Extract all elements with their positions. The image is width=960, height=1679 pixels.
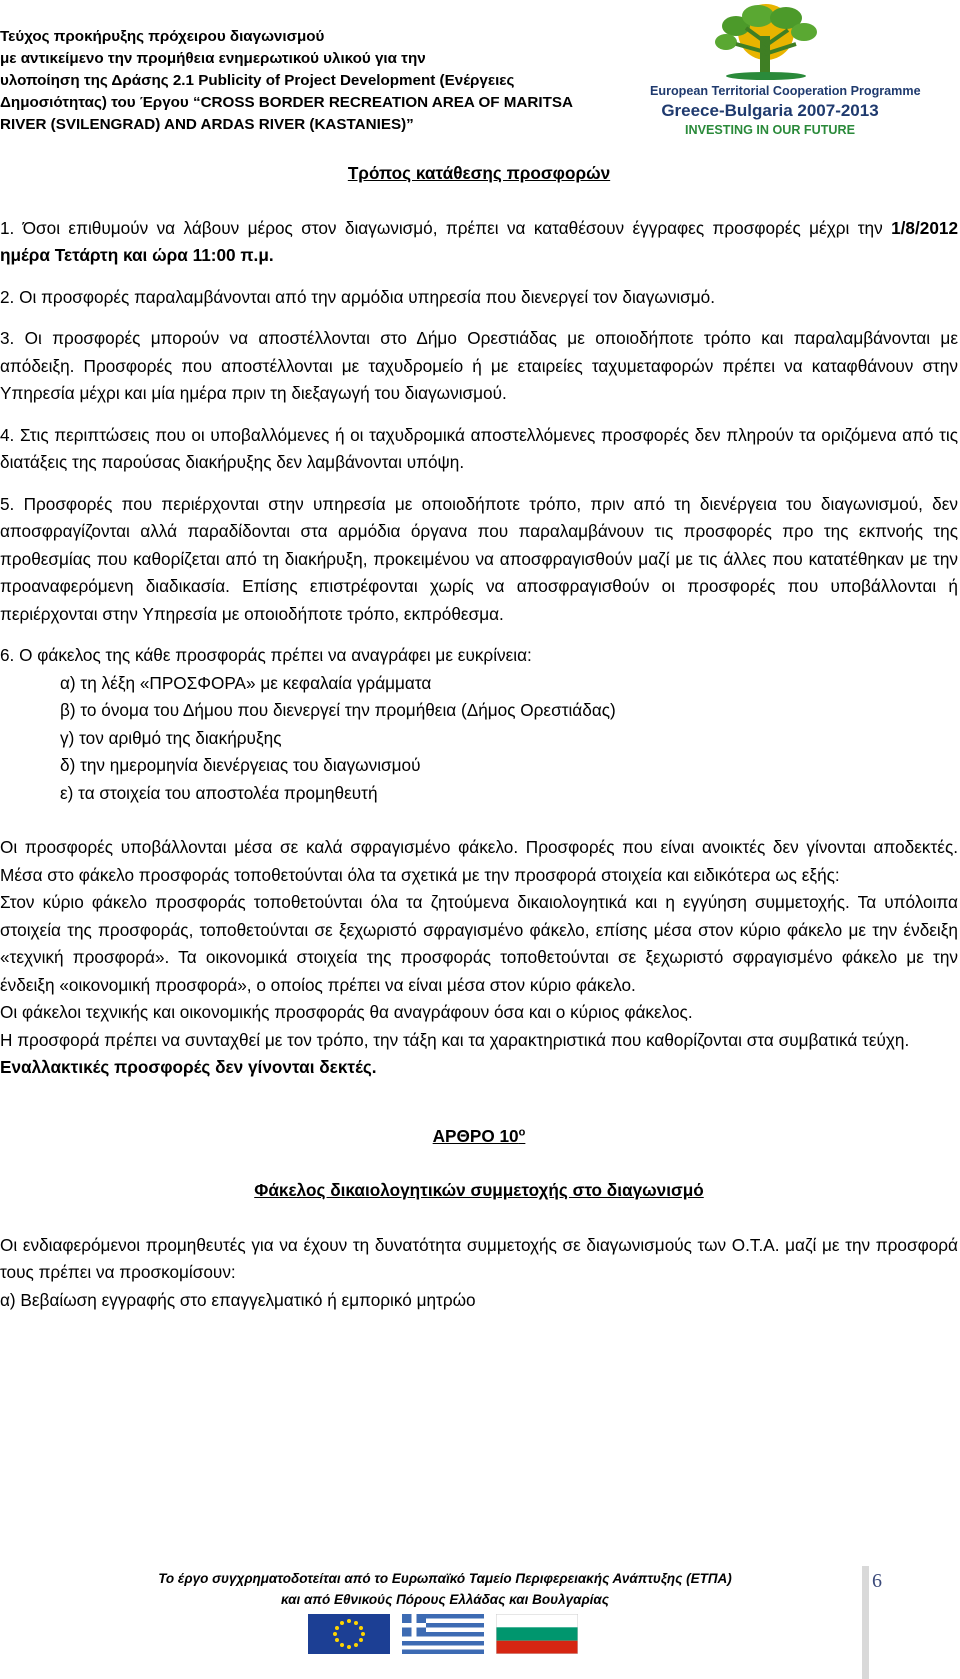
tree-logo-icon	[696, 2, 836, 80]
paragraph-7: Οι προσφορές υποβάλλονται μέσα σε καλά σφραγισμένο φάκελο. Προσφορές που είναι ανοικτές δεν γίνονται αποδεκτές. Μέσα στο φάκελο προσφοράς τοποθετούνται όλα τα σχετικά με την προσφορά στοιχεία και ειδικότερα ως εξής:	[0, 837, 958, 885]
list-item: α) τη λέξη «ΠΡΟΣΦΟΡΑ» με κεφαλαία γράμματα	[60, 672, 432, 693]
logo-text-slogan: INVESTING IN OUR FUTURE	[684, 123, 856, 137]
list-item: ε) τα στοιχεία του αποστολέα προμηθευτή	[60, 782, 378, 803]
section-title: Φάκελος δικαιολογητικών συμμετοχής στο διαγωνισμό	[254, 1180, 704, 1200]
paragraph-1	[0, 215, 958, 270]
document-body	[0, 160, 958, 1314]
paragraph-8: Στον κύριο φάκελο προσφοράς τοποθετούνται όλα τα ζητούμενα δικαιολογητικά και η εγγύηση συμμετοχής. Τα υπόλοιπα στοιχεία της προσφοράς, τοποθετούνται σε ξεχωριστό σφραγισμένο φάκελο, επίσης μέσα στον κύριο φάκελο με την ένδειξη «τεχνική προσφορά». Τα οικονομικά στοιχεία της προσφοράς τοποθετούνται σε ξεχωριστό σφραγισμένο φάκελο με την ένδειξη «οικονομική προσφορά», ο οποίος πρέπει να είναι μέσα στον κύριο φάκελο.	[0, 892, 958, 995]
header-line: υλοποίηση της Δράσης 2.1 Publicity of Project Development (Ενέργειες	[0, 72, 515, 89]
paragraph-3: 3. Οι προσφορές μπορούν να αποστέλλονται στο Δήμο Ορεστιάδας με οποιοδήποτε τρόπο και παραλαμβάνονται με απόδειξη. Προσφορές που αποστέλλονται με ταχυδρομείο ή με εταιρείες ταχυμεταφορών πρέπει να καταφθάνουν στην Υπηρεσία μέχρι και μία ημέρα πριν τη διεξαγωγή του διαγωνισμού.	[0, 328, 958, 403]
page-number-bar	[862, 1566, 869, 1679]
funding-note	[120, 1568, 770, 1610]
flags	[308, 1614, 578, 1654]
paragraph-6: 6. Ο φάκελος της κάθε προσφοράς πρέπει να αναγράφει με ευκρίνεια:	[0, 645, 532, 665]
logo-text-programme: European Territorial Cooperation Programme	[650, 84, 921, 98]
paragraph-10: Η προσφορά πρέπει να συνταχθεί με τον τρόπο, την τάξη και τα χαρακτηριστικά που καθορίζονται στα συμβατικά τεύχη.	[0, 1029, 910, 1050]
paragraph-4: 4. Στις περιπτώσεις που οι υποβαλλόμενες ή οι ταχυδρομικά αποστελλόμενες προσφορές δεν πληρούν τα οριζόμενα από τις διατάξεις της παρούσας διακήρυξης δεν λαμβάνονται υπόψη.	[0, 424, 958, 472]
logo-text-title: Greece-Bulgaria 2007-2013	[661, 101, 879, 120]
paragraph-13: α) Βεβαίωση εγγραφής στο επαγγελματικό ή εμπορικό μητρώο	[0, 1289, 476, 1310]
bulgaria-flag-icon	[496, 1614, 578, 1654]
paragraph-11: Εναλλακτικές προσφορές δεν γίνονται δεκτές.	[0, 1057, 377, 1077]
eu-flag-icon	[308, 1614, 390, 1654]
paragraph-1-deadline: 1/8/2012 ημέρα Τετάρτη και ώρα 11:00 π.μ.	[0, 217, 958, 265]
programme-logo	[650, 2, 921, 144]
funding-line: Το έργο συγχρηματοδοτείται από το Ευρωπαϊκό Ταμείο Περιφερειακής Ανάπτυξης (ΕΤΠΑ)	[158, 1571, 732, 1586]
article-superscript: ο	[518, 1125, 526, 1138]
article-label: ΑΡΘΡΟ 10	[432, 1125, 519, 1146]
greece-flag-icon	[402, 1614, 484, 1654]
paragraph-1-text: 1. Όσοι επιθυμούν να λάβουν μέρος στον διαγωνισμό, πρέπει να καταθέσουν έγγραφες προσφορές μέχρι την	[0, 217, 892, 238]
header-line: Δημοσιότητας) του Έργου “CROSS BORDER RECREATION AREA OF MARITSA	[0, 94, 573, 111]
paragraph-5: 5. Προσφορές που περιέρχονται στην υπηρεσία με οποιοδήποτε τρόπο, πριν από τη διενέργεια του διαγωνισμού, δεν αποσφραγίζονται αλλά παραδίδονται στα αρμόδια όργανα που παραλαμβάνουν τις προσφορές προ της εκπνοής της προθεσμίας που καθορίζεται από τη διακήρυξη, προκειμένου να αποσφραγισθούν μαζί με τις άλλες που κατατέθηκαν με την προαναφερόμενη διαδικασία. Επίσης επιστρέφονται χωρίς να αποσφραγισθούν οι προσφορές που υποβάλλονται ή περιέρχονται στην Υπηρεσία με οποιοδήποτε τρόπο, εκπρόθεσμα.	[0, 493, 958, 624]
document-footer	[0, 1566, 960, 1679]
document-header	[0, 26, 600, 136]
section-title: Τρόπος κατάθεσης προσφορών	[347, 163, 611, 183]
page-number: 6	[872, 1570, 882, 1592]
header-line: με αντικείμενο την προμήθεια ενημερωτικού υλικού για την	[0, 50, 426, 67]
paragraph-9: Οι φάκελοι τεχνικής και οικονομικής προσφοράς θα αναγράφουν όσα και ο κύριος φάκελος.	[0, 1002, 693, 1022]
list-item: γ) τον αριθμό της διακήρυξης	[60, 727, 282, 748]
list-item: δ) την ημερομηνία διενέργειας του διαγωνισμού	[60, 755, 421, 775]
paragraph-2: 2. Οι προσφορές παραλαμβάνονται από την αρμόδια υπηρεσία που διενεργεί τον διαγωνισμό.	[0, 286, 716, 307]
funding-line: και από Εθνικούς Πόρους Ελλάδας και Βουλγαρίας	[281, 1592, 609, 1607]
header-line: Τεύχος προκήρυξης πρόχειρου διαγωνισμού	[0, 28, 325, 45]
article-heading	[0, 1123, 958, 1151]
paragraph-12: Οι ενδιαφερόμενοι προμηθευτές για να έχουν τη δυνατότητα συμμετοχής σε διαγωνισμούς των Ο.Τ.Α. μαζί με την προσφορά τους πρέπει να προσκομίσουν:	[0, 1234, 958, 1282]
list-item: β) το όνομα του Δήμου που διενεργεί την προμήθεια (Δήμος Ορεστιάδας)	[60, 700, 616, 720]
header-line: RIVER (SVILENGRAD) AND ARDAS RIVER (KASTANIES)”	[0, 116, 414, 133]
